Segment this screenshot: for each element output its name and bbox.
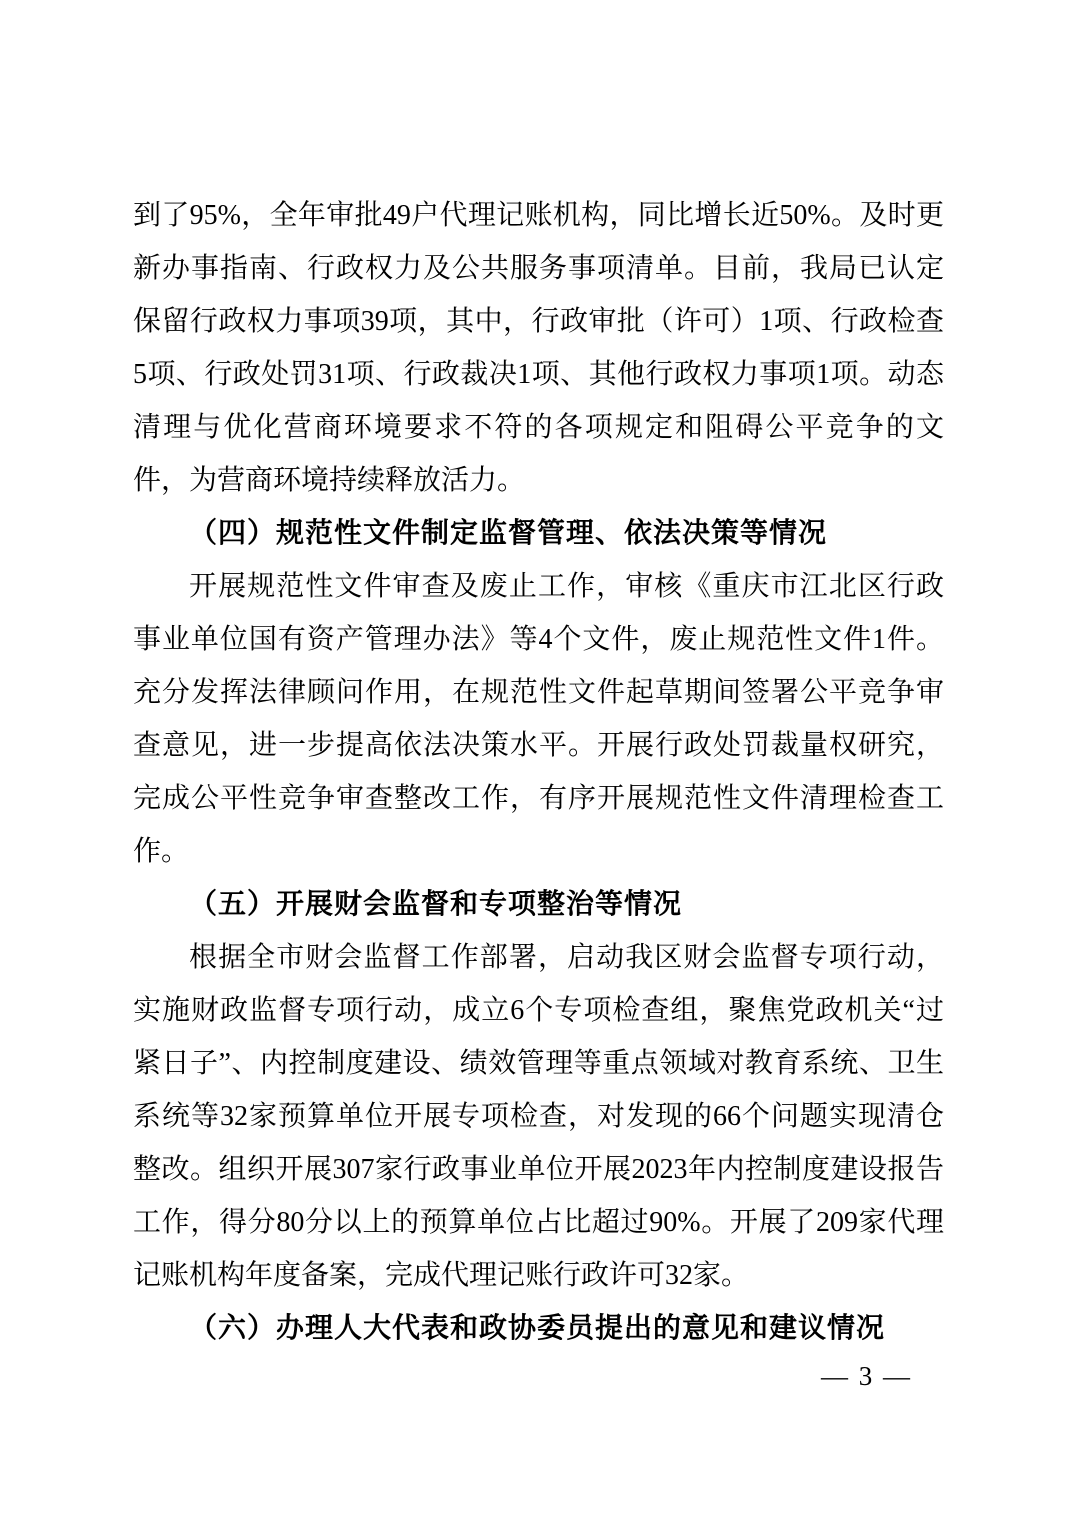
- document-body: [133, 189, 944, 1355]
- paragraph-line: 系统等32家预算单位开展专项检查，对发现的66个问题实现清仓: [133, 1101, 944, 1132]
- paragraph-line: 根据全市财会监督工作部署，启动我区财会监督专项行动，: [189, 942, 944, 973]
- paragraph-line: 作。: [133, 836, 190, 867]
- paragraph-line: 完成公平性竞争审查整改工作，有序开展规范性文件清理检查工: [133, 783, 944, 814]
- paragraph-line: 清理与优化营商环境要求不符的各项规定和阻碍公平竞争的文: [133, 412, 944, 443]
- section-heading: （六）办理人大代表和政协委员提出的意见和建议情况: [189, 1313, 886, 1344]
- paragraph-line: 开展规范性文件审查及废止工作，审核《重庆市江北区行政: [189, 571, 944, 602]
- paragraph-line: 工作，得分80分以上的预算单位占比超过90%。开展了209家代理: [133, 1207, 944, 1238]
- paragraph-line: 实施财政监督专项行动，成立6个专项检查组，聚焦党政机关“过: [133, 995, 944, 1026]
- paragraph-line: 5项、行政处罚31项、行政裁决1项、其他行政权力事项1项。动态: [133, 359, 944, 390]
- section-heading: （五）开展财会监督和专项整治等情况: [189, 889, 683, 920]
- paragraph-line: 充分发挥法律顾问作用，在规范性文件起草期间签署公平竞争审: [133, 677, 944, 708]
- paragraph-line: 记账机构年度备案，完成代理记账行政许可32家。: [133, 1260, 750, 1291]
- paragraph-line: 新办事指南、行政权力及公共服务事项清单。目前，我局已认定: [133, 253, 944, 284]
- paragraph-line: 保留行政权力事项39项，其中，行政审批（许可）1项、行政检查: [133, 306, 944, 337]
- section-heading: （四）规范性文件制定监督管理、依法决策等情况: [189, 518, 828, 549]
- paragraph-line: 整改。组织开展307家行政事业单位开展2023年内控制度建设报告: [133, 1154, 944, 1185]
- paragraph-line: 查意见，进一步提高依法决策水平。开展行政处罚裁量权研究，: [133, 730, 944, 761]
- paragraph-line: 事业单位国有资产管理办法》等4个文件，废止规范性文件1件。: [133, 624, 944, 655]
- paragraph-line: 紧日子”、内控制度建设、绩效管理等重点领域对教育系统、卫生: [133, 1048, 944, 1079]
- paragraph-line: 到了95%，全年审批49户代理记账机构，同比增长近50%。及时更: [133, 200, 944, 231]
- paragraph-line: 件，为营商环境持续释放活力。: [133, 465, 526, 496]
- page-number: — 3 —: [821, 1361, 912, 1391]
